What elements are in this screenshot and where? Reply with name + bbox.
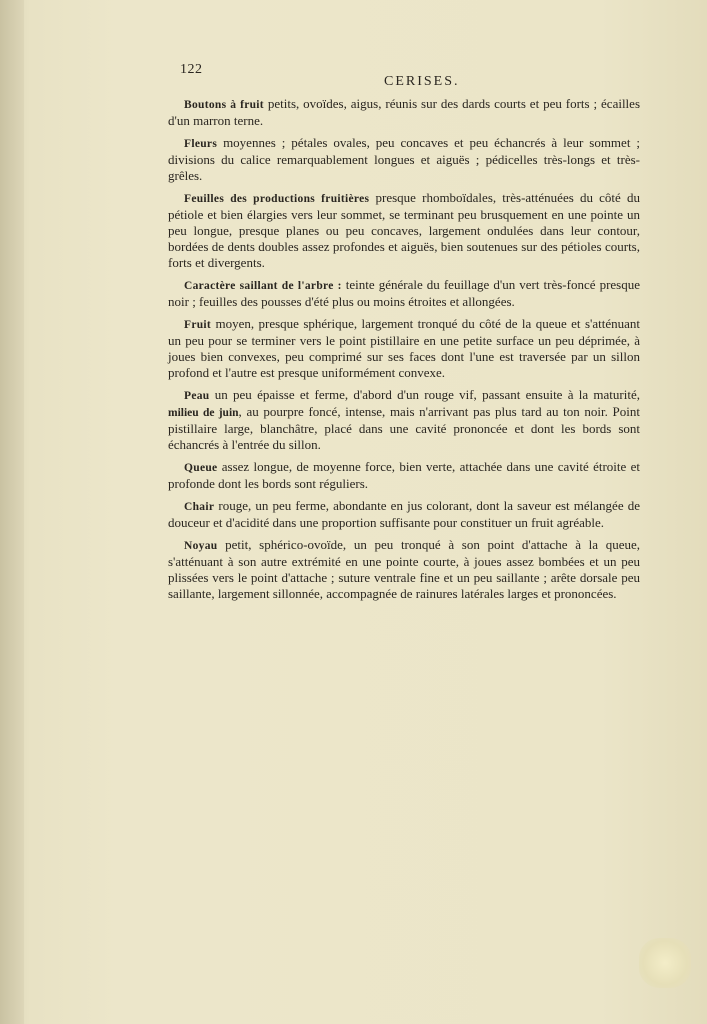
paragraph-chair (168, 498, 640, 531)
paragraph-heading: Noyau (184, 540, 218, 552)
paragraph-heading: Fruit (184, 319, 212, 331)
paragraph-heading: Fleurs (184, 138, 218, 150)
ripening-date: milieu de juin (168, 407, 239, 419)
paragraph-queue (168, 459, 640, 492)
page-number: 122 (180, 62, 203, 77)
paragraph-text: un peu épaisse et ferme, d'abord d'un rouge vif, passant ensuite à la maturité, (209, 387, 640, 402)
paragraph-heading: Feuilles des productions fruitières (184, 193, 370, 205)
paragraph-noyau (168, 537, 640, 602)
paragraph-heading: Peau (184, 390, 210, 402)
paragraph-feuilles (168, 190, 640, 271)
paragraph-heading: Chair (184, 501, 215, 513)
paragraph-fleurs (168, 135, 640, 184)
paragraph-caractere (168, 277, 640, 310)
book-spine-shadow (0, 0, 24, 1024)
running-title: CERISES. (384, 74, 460, 89)
paper-stain (639, 938, 691, 988)
paragraph-text: moyennes ; pétales ovales, peu concaves et peu échancrés à leur sommet ; divisions du calice remarquablement longues et aiguës ; pédicelles très-longs et très-grêles. (168, 135, 640, 183)
paragraph-text: presque rhomboïdales, très-atténuées du côté du pétiole et bien élargies vers leur sommet, se terminant peu brusquement en une pointe un peu longue, presque planes ou peu concaves, largement ondulées dans leur contour, bordées de dents doubles assez profondes et aiguës, bien soutenues sur des pétioles courts, forts et divergents. (168, 190, 640, 270)
page-body (168, 96, 640, 608)
paragraph-peau (168, 387, 640, 453)
paragraph-text: petits, ovoïdes, aigus, réunis sur des dards courts et peu forts ; écailles d'un marron terne. (168, 96, 640, 128)
paragraph-text: rouge, un peu ferme, abondante en jus colorant, dont la saveur est mélangée de douceur et d'acidité dans une proportion suffisante pour constituer un fruit agréable. (168, 498, 640, 530)
paragraph-fruit (168, 316, 640, 381)
paragraph-heading: Caractère saillant de l'arbre : (184, 280, 342, 292)
paragraph-text: , au pourpre foncé, intense, mais n'arrivant pas plus tard au ton noir. Point pistillaire large, blanchâtre, placé dans une cavité prononcée et dont les bords sont échancrés à l'entrée du sillon. (168, 404, 641, 452)
paragraph-heading: Boutons à fruit (184, 99, 264, 111)
paragraph-text: petit, sphérico-ovoïde, un peu tronqué à son point d'attache à la queue, s'atténuant à son autre extrémité en une pointe courte, à joues assez bombées et un peu plissées vers le point d'attache ; suture ventrale fine et un peu saillante ; arête dorsale peu saillante, largement sillonnée, accompagnée de rainures latérales larges et prononcées. (168, 537, 640, 601)
paragraph-heading: Queue (184, 462, 218, 474)
paragraph-boutons (168, 96, 640, 129)
page-header (180, 62, 640, 90)
paragraph-text: teinte générale du feuillage d'un vert très-foncé presque noir ; feuilles des pousses d'été plus ou moins étroites et allongées. (168, 277, 640, 309)
paragraph-text: assez longue, de moyenne force, bien verte, attachée dans une cavité étroite et profonde dont les bords sont réguliers. (168, 459, 640, 491)
paragraph-text: moyen, presque sphérique, largement tronqué du côté de la queue et s'atténuant un peu pour se terminer vers le point pistillaire en une petite surface un peu déprimée, à joues bien convexes, peu comprimé sur ses faces dont l'une est traversée par un sillon profond et l'autre est presque uniformément convexe. (168, 316, 640, 380)
